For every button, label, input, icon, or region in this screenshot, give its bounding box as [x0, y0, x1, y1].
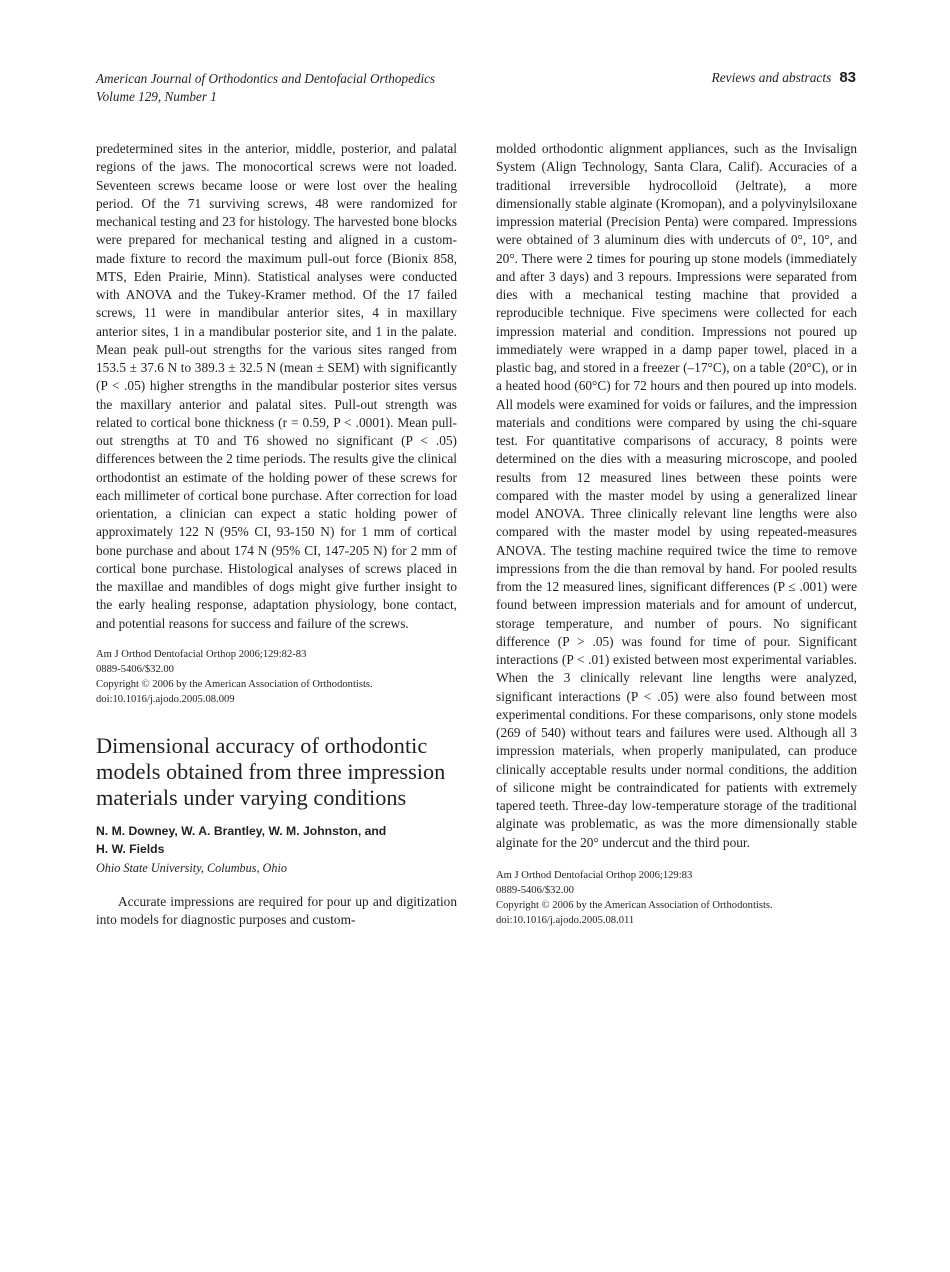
citation-reference: Am J Orthod Dentofacial Orthop 2006;129:83 [496, 869, 693, 881]
right-column [496, 140, 857, 928]
left-column [96, 140, 457, 929]
citation-block [96, 647, 457, 707]
authors-line-2: H. W. Fields [96, 841, 165, 856]
previous-abstract-continuation: predetermined sites in the anterior, middle, posterior, and palatal regions of the jaws. The monocortical screws were not loaded. Seventeen screws became loose or were lost over the healing period. Of the 71 surviving screws, 48 were randomized for mechanical testing and 23 for histology. The harvested bone blocks were prepared for mechanical testing and aligned in a custom-made fixture to record the maximum pull-out force (Bionix 858, MTS, Eden Prairie, Minn). Statistical analyses were conducted with ANOVA and the Tukey-Kramer method. Of the 17 failed screws, 11 were in mandibular anterior sites, 4 in maxillary anterior sites, 1 in a mandibular posterior site, and 1 in the palate. Mean peak pull-out strengths for the various sites ranged from 153.5 ± 37.6 N to 389.3 ± 32.5 N (mean ± SEM) with significantly (P < .05) higher strengths in the mandibular posterior sites versus the maxillary anterior and palatal sites. Pull-out strength was related to cortical bone thickness (r = 0.59, P < .0001). Mean pull-out strengths at T0 and T6 showed no significant (P < .05) differences between the 2 time periods. The results give the clinical orthodontist an estimate of the holding power of these screws for each millimeter of cortical bone purchase. After correction for load orientation, a clinician can expect a static holding power of approximately 122 N (95% CI, 93-150 N) for 1 mm of cortical bone purchase and about 174 N (95% CI, 147-205 N) for 2 mm of cortical bone purchase. Histological analyses of screws placed in the maxillae and mandibles of dogs might give further insight to the early healing response, adaptation physiology, bone contact, and potential reasons for success and failure of the screws. [96, 141, 457, 631]
running-header-left [96, 70, 435, 106]
citation-issn: 0889-5406/$32.00 [96, 663, 174, 675]
citation-copyright: Copyright © 2006 by the American Association of Orthodontists. [96, 678, 373, 690]
article-authors [96, 822, 457, 858]
citation-issn: 0889-5406/$32.00 [496, 884, 574, 896]
citation-copyright: Copyright © 2006 by the American Association of Orthodontists. [496, 899, 773, 911]
citation-doi: doi:10.1016/j.ajodo.2005.08.009 [96, 693, 235, 705]
citation-reference: Am J Orthod Dentofacial Orthop 2006;129:82-83 [96, 648, 307, 660]
abstract-continuation: molded orthodontic alignment appliances, such as the Invisalign System (Align Technology, Santa Clara, Calif). Accuracies of a traditional irreversible hydrocolloid (Jeltrate), a more dimensionally stable alginate (Kromopan), and a polyvinylsiloxane impression material (Precision Penta) were compared. Impressions were obtained of 3 aluminum dies with undercuts of 0°, 10°, and 20°. There were 2 times for pouring up stone models (immediately and after 3 days) and 3 repours. Impressions were separated from dies with a mechanical testing machine that provided a reproducible technique. Five specimens were collected for each impression material and condition. Impressions not poured up immediately were wrapped in a damp paper towel, placed in a plastic bag, and stored in a freezer (–17°C), on a table (20°C), or in a heated hood (60°C) for 72 hours and then poured up into models. All models were examined for voids or failures, and the impression materials and conditions were compared by using the chi-square test. For quantitative comparisons of accuracy, 8 points were determined on the dies with a measuring microscope, and pooled results from 12 measured lines between these points were compared with the master model by using a generalized linear model ANOVA. Three clinically relevant line lengths were also compared with the master model by using repeated-measures ANOVA. The testing machine required twice the time to remove impressions from the die than removal by hand. For pooled results from the 12 measured lines, significant differences (P ≤ .001) were found between impression materials and for amount of undercut, storage temperature, and number of pours. No significant difference (P > .05) was found for time of pour. Significant interactions (P < .01) existed between most experimental variables. When the 3 clinically relevant line lengths were analyzed, significant interactions (P < .05) were also found between most experimental conditions. For these comparisons, only stone models (269 of 540) without tears and failures were used. Although all 3 impression materials, when properly manipulated, can produce clinically acceptable results under normal conditions, the addition of silicone might be contraindicated for patients with extremely tapered teeth. Three-day low-temperature storage of the traditional alginate was problematic, as was the more dimensionally stable alginate for the 20° undercut and the third pour. [496, 141, 857, 850]
citation-block [496, 868, 857, 928]
author-affiliation: Ohio State University, Columbus, Ohio [96, 860, 287, 875]
journal-volume: Volume 129, Number 1 [96, 89, 217, 104]
citation-doi: doi:10.1016/j.ajodo.2005.08.011 [496, 914, 635, 926]
journal-name: American Journal of Orthodontics and Dentofacial Orthopedics [96, 71, 436, 86]
page-number: 83 [839, 69, 856, 86]
authors-line-1: N. M. Downey, W. A. Brantley, W. M. Johnston, and [96, 823, 387, 838]
running-header-right [712, 69, 856, 87]
section-name: Reviews and abstracts [711, 70, 832, 85]
abstract-start: Accurate impressions are required for pour up and digitization into models for diagnostic purposes and custom- [96, 893, 457, 927]
article-title: Dimensional accuracy of orthodontic models obtained from three impression materials under varying conditions [96, 732, 446, 810]
